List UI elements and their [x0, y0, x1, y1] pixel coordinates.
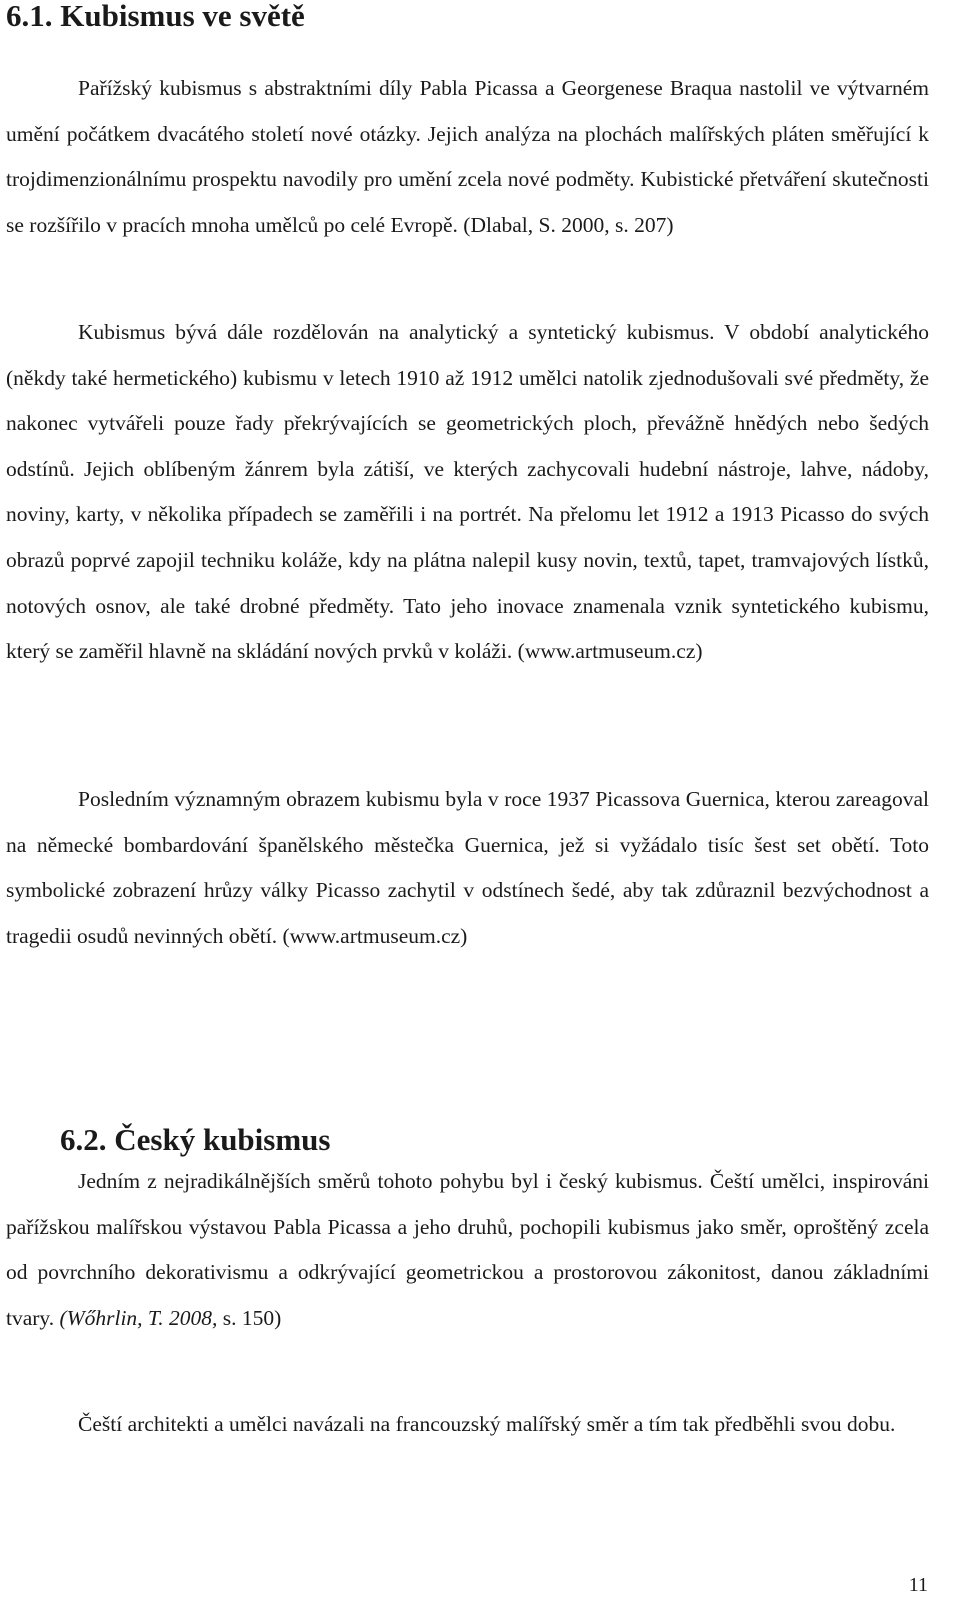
paragraph-czech-architects: Čeští architekti a umělci navázali na francouzský malířský směr a tím tak předběhli svou dobu.: [78, 1412, 896, 1436]
paragraph-analytic-synthetic: Kubismus bývá dále rozdělován na analytický a syntetický kubismus. V období analytického (někdy také hermetického) kubismu v letech 1910 až 1912 umělci natolik zjednodušovali své předměty, že nakonec vytvářeli pouze řady překrývajících se geometrických ploch, převážně hnědých nebo šedých odstínů. Jejich oblíbeným žánrem byla zátiší, ve kterých zachycovali hudební nástroje, lahve, nádoby, noviny, karty, v několika případech se zaměřili i na portrét. Na přelomu let 1912 a 1913 Picasso do svých obrazů poprvé zapojil techniku koláže, kdy na plátna nalepil kusy novin, textů, tapet, tramvajových lístků, notových osnov, ale také drobné předměty. Tato jeho inovace znamenala vznik syntetického kubismu, který se zaměřil hlavně na skládání nových prvků v koláži. (www.artmuseum.cz): [6, 320, 929, 664]
citation-rest: s. 150): [222, 1305, 282, 1330]
section-heading-cubism-world: 6.1. Kubismus ve světě: [6, 0, 305, 33]
section-heading-czech-cubism: 6.2. Český kubismus: [60, 1122, 331, 1157]
paragraph-paris-cubism: Pařížský kubismus s abstraktními díly Pabla Picassa a Georgenese Braqua nastolil ve výtvarném umění počátkem dvacátého století nové otázky. Jejich analýza na plochách malířských pláten směřující k trojdimenzionálnímu prospektu navodily pro umění zcela nové podměty. Kubistické přetváření skutečnosti se rozšířilo v pracích mnoha umělců po celé Evropě. (Dlabal, S. 2000, s. 207): [6, 76, 929, 237]
citation-italic: (Wőhrlin, T. 2008,: [59, 1305, 218, 1330]
paragraph-czech-cubism-text: Jedním z nejradikálnějších směrů tohoto pohybu byl i český kubismus. Čeští umělci, inspirováni pařížskou malířskou výstavou Pabla Picassa a jeho druhů, pochopili kubismus jako směr, oproštěný zcela od povrchního dekorativismu a odkrývající geometrickou a prostorovou zákonitost, danou základními tvary.: [6, 1169, 929, 1330]
paragraph-czech-cubism: [6, 1159, 929, 1341]
paragraph-guernica: Posledním významným obrazem kubismu byla v roce 1937 Picassova Guernica, kterou zareagoval na německé bombardování španělského městečka Guernica, jež si vyžádalo tisíc šest set obětí. Toto symbolické zobrazení hrůzy války Picasso zachytil v odstínech šedé, aby tak zdůraznil bezvýchodnost a tragedii osudů nevinných obětí. (www.artmuseum.cz): [6, 787, 929, 948]
page-number: 11: [908, 1574, 928, 1596]
